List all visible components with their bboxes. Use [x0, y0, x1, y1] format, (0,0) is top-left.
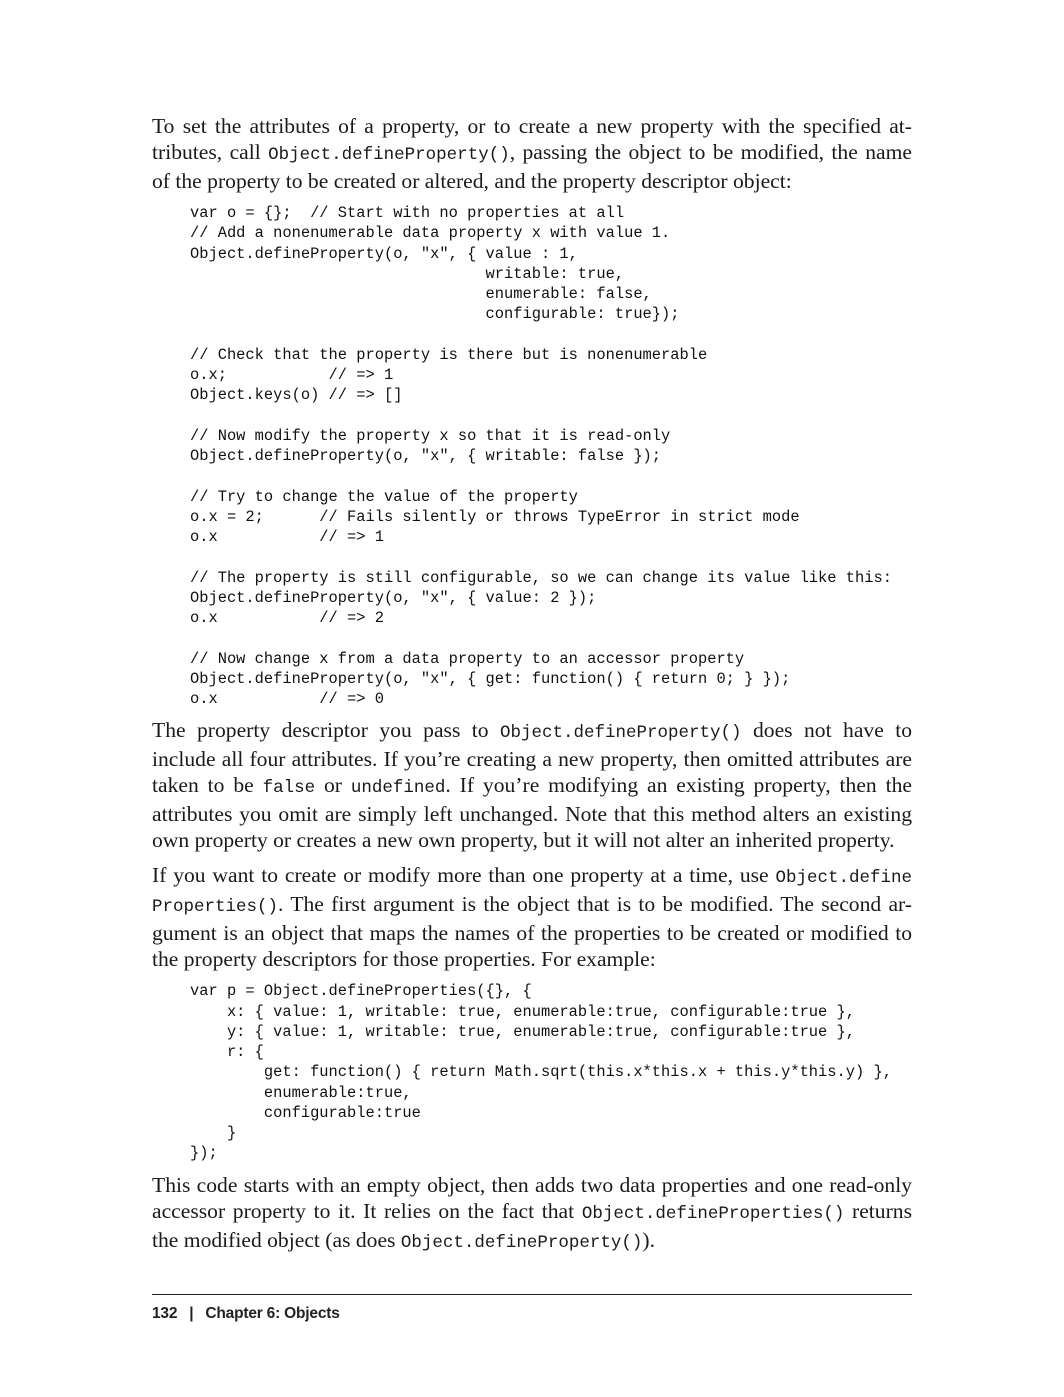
paragraph-text: or — [315, 773, 351, 798]
code-block-define-properties: var p = Object.defineProperties({}, { x: { value: 1, writable: true, enumerable:true, configurable:true }, y: { value: 1, writable: true, enumerable:true, configurable:true }, r: { get: function() { return Math.sqrt(this.x*this.x + this.y*this.y) }, enumerable:true, configurable:true } }); — [190, 982, 892, 1163]
paragraph-code-summary — [152, 1172, 912, 1256]
inline-code: undefined — [350, 778, 446, 799]
paragraph-text: If you want to create or modify more than one property at a time, use — [152, 863, 776, 888]
paragraph-define-properties-intro — [152, 862, 912, 972]
paragraph-text: This code starts with an empty object, then adds two data properties and one read-only accessor property to it. It relies on the fact that — [152, 1172, 912, 1223]
code-block-define-property: var o = {}; // Start with no properties at all // Add a nonenumerable data property x with value 1. Object.defineProperty(o, "x", { value : 1, writable: true, enumerable: false, configurable: true}); // Check that the property is there but is nonenumerable o.x; // => 1 Object.keys(o) // => [] // Now modify the property x so that it is read-only Object.defineProperty(o, "x", { writable: false }); // Try to change the value of the property o.x = 2; // Fails silently or throws TypeError in strict mode o.x // => 1 // The property is still configurable, so we can change its value like this: Object.defineProperty(o, "x", { value: 2 }); o.x // => 2 // Now change x from a data property to an accessor property Object.defineProperty(o, "x", { get: function() { return 0; } }); o.x // => 0 — [190, 204, 892, 708]
paragraph-text: , passing the object to be modified, the name of the property to be created or altered, and the property descriptor object: — [152, 140, 912, 193]
inline-code: Object.defineProperty() — [500, 723, 742, 744]
inline-code: Object.define Properties() — [152, 868, 912, 918]
chapter-title: Chapter 6: Objects — [205, 1305, 340, 1322]
page-footer — [152, 1294, 912, 1323]
paragraph-text: ). — [642, 1227, 655, 1252]
page-body — [152, 113, 912, 1265]
inline-code: Object.defineProperty() — [268, 145, 510, 165]
footer-separator: | — [189, 1305, 194, 1322]
paragraph-text: To set the attributes of a property, or to create a new property with the specified at- tributes, call — [152, 114, 912, 164]
page-number: 132 — [152, 1305, 178, 1322]
inline-code: Object.defineProperties() — [581, 1203, 845, 1224]
paragraph-text: returns the modified object (as does — [152, 1198, 912, 1252]
inline-code: Object.defineProperty() — [400, 1232, 643, 1253]
paragraph-text: . The first argument is the object that is to be modified. The second ar- gument is an object that maps the names of the properties to be created or modified to the property descriptors for those properties. For example: — [152, 892, 912, 972]
inline-code: false — [262, 778, 316, 799]
paragraph-descriptor-explanation — [152, 717, 912, 853]
paragraph-text: does not have to include all four attributes. If you’re creating a new property, then omitted attributes are taken to be — [152, 718, 913, 798]
paragraph-text: . If you’re modifying an existing property, then the attributes you omit are simply left unchanged. Note that this method alters an existing own property or creates a new own property, but it will not alter an inherited property. — [152, 773, 912, 853]
paragraph-define-property-intro — [152, 113, 912, 194]
paragraph-text: The property descriptor you pass to — [152, 718, 501, 743]
